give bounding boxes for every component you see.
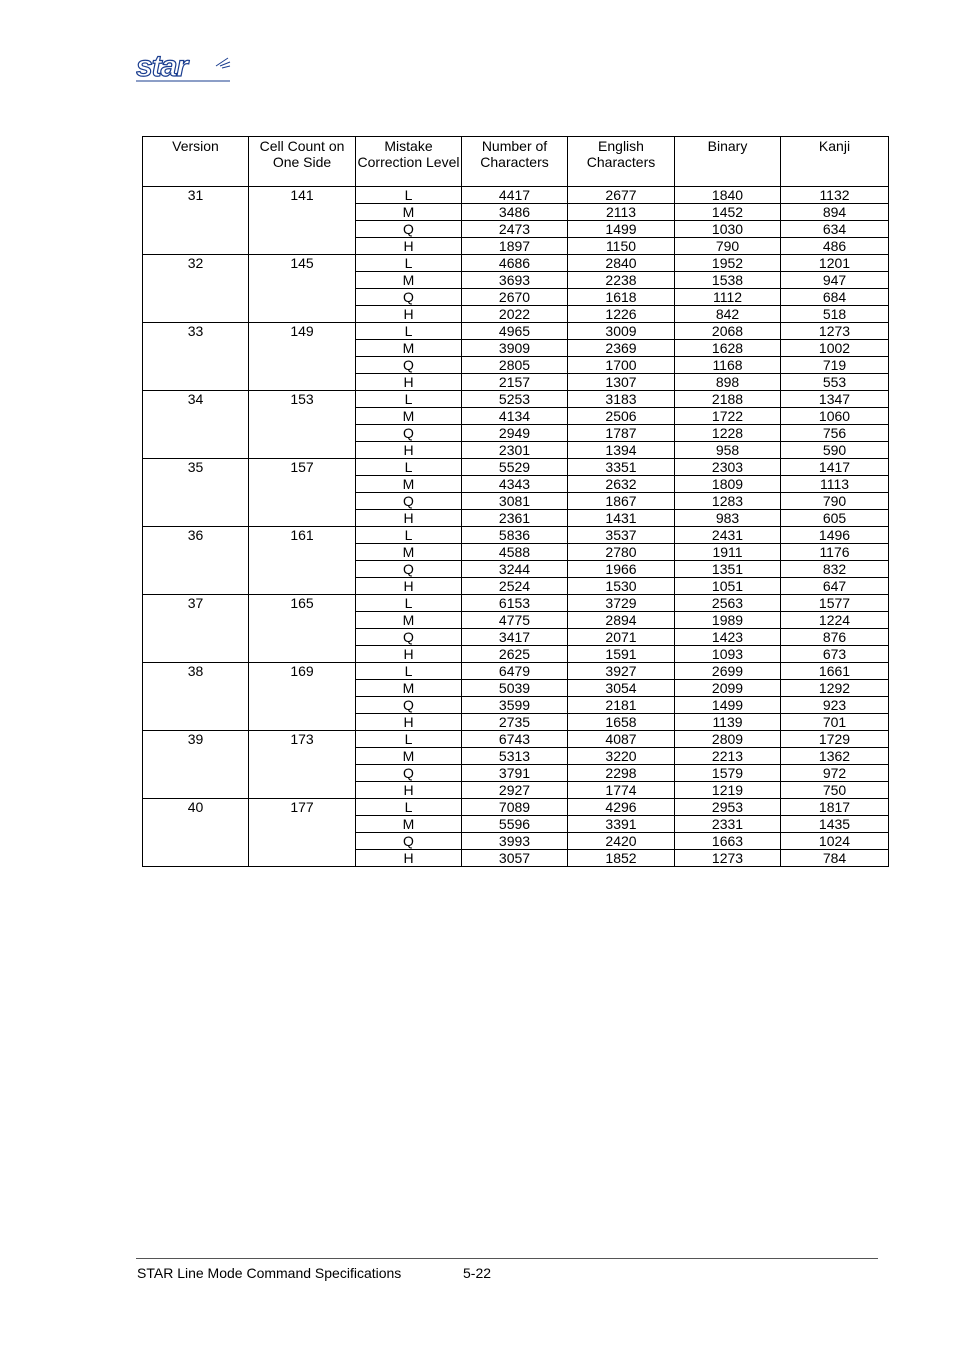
correction-level-cell: H (356, 578, 462, 595)
capacity-cell: 5253 (462, 391, 568, 408)
capacity-cell: 1435 (781, 816, 889, 833)
capacity-cell: 1423 (675, 629, 781, 646)
capacity-cell: 647 (781, 578, 889, 595)
capacity-cell: 486 (781, 238, 889, 255)
capacity-cell: 3244 (462, 561, 568, 578)
capacity-cell: 1897 (462, 238, 568, 255)
capacity-cell: 958 (675, 442, 781, 459)
correction-level-cell: M (356, 816, 462, 833)
capacity-cell: 2840 (568, 255, 675, 272)
correction-level-cell: M (356, 272, 462, 289)
capacity-cell: 1030 (675, 221, 781, 238)
capacity-cell: 1787 (568, 425, 675, 442)
capacity-cell: 1273 (781, 323, 889, 340)
correction-level-cell: H (356, 782, 462, 799)
capacity-cell: 2506 (568, 408, 675, 425)
correction-level-cell: L (356, 663, 462, 680)
correction-level-cell: M (356, 544, 462, 561)
capacity-cell: 6153 (462, 595, 568, 612)
capacity-cell: 1024 (781, 833, 889, 850)
capacity-cell: 790 (675, 238, 781, 255)
capacity-cell: 1139 (675, 714, 781, 731)
capacity-cell: 1113 (781, 476, 889, 493)
capacity-cell: 1351 (675, 561, 781, 578)
capacity-cell: 1283 (675, 493, 781, 510)
correction-level-cell: Q (356, 425, 462, 442)
footer-title: STAR Line Mode Command Specifications (137, 1265, 402, 1281)
cell-count-cell: 145 (249, 255, 356, 323)
table-row (143, 799, 889, 816)
capacity-cell: 1226 (568, 306, 675, 323)
capacity-cell: 1538 (675, 272, 781, 289)
capacity-cell: 2361 (462, 510, 568, 527)
capacity-cell: 3791 (462, 765, 568, 782)
capacity-cell: 5529 (462, 459, 568, 476)
capacity-cell: 5039 (462, 680, 568, 697)
capacity-cell: 4588 (462, 544, 568, 561)
capacity-cell: 2927 (462, 782, 568, 799)
capacity-cell: 1201 (781, 255, 889, 272)
capacity-cell: 2735 (462, 714, 568, 731)
capacity-cell: 1499 (675, 697, 781, 714)
capacity-cell: 3391 (568, 816, 675, 833)
capacity-cell: 1577 (781, 595, 889, 612)
capacity-cell: 2331 (675, 816, 781, 833)
capacity-cell: 1722 (675, 408, 781, 425)
column-header: Binary (675, 137, 781, 187)
capacity-cell: 684 (781, 289, 889, 306)
correction-level-cell: L (356, 459, 462, 476)
correction-level-cell: H (356, 374, 462, 391)
capacity-cell: 1176 (781, 544, 889, 561)
capacity-cell: 3009 (568, 323, 675, 340)
capacity-cell: 5836 (462, 527, 568, 544)
cell-count-cell: 173 (249, 731, 356, 799)
capacity-cell: 2953 (675, 799, 781, 816)
capacity-cell: 4686 (462, 255, 568, 272)
capacity-cell: 6479 (462, 663, 568, 680)
column-header: Kanji (781, 137, 889, 187)
capacity-cell: 750 (781, 782, 889, 799)
capacity-cell: 1663 (675, 833, 781, 850)
capacity-cell: 3909 (462, 340, 568, 357)
correction-level-cell: Q (356, 765, 462, 782)
table-row (143, 255, 889, 272)
capacity-cell: 4343 (462, 476, 568, 493)
capacity-cell: 1228 (675, 425, 781, 442)
table-row (143, 187, 889, 204)
capacity-cell: 3183 (568, 391, 675, 408)
column-header: Mistake Correction Level (356, 137, 462, 187)
version-cell: 38 (143, 663, 249, 731)
table-header-row (143, 137, 889, 187)
column-header: Version (143, 137, 249, 187)
capacity-cell: 2677 (568, 187, 675, 204)
page-number: 5-22 (463, 1265, 492, 1281)
capacity-cell: 3729 (568, 595, 675, 612)
capacity-cell: 6743 (462, 731, 568, 748)
capacity-cell: 1431 (568, 510, 675, 527)
capacity-cell: 2188 (675, 391, 781, 408)
capacity-cell: 3993 (462, 833, 568, 850)
capacity-cell: 2524 (462, 578, 568, 595)
capacity-cell: 923 (781, 697, 889, 714)
correction-level-cell: M (356, 476, 462, 493)
capacity-cell: 634 (781, 221, 889, 238)
capacity-cell: 4775 (462, 612, 568, 629)
capacity-cell: 605 (781, 510, 889, 527)
correction-level-cell: L (356, 595, 462, 612)
capacity-cell: 1840 (675, 187, 781, 204)
capacity-cell: 1347 (781, 391, 889, 408)
capacity-cell: 1989 (675, 612, 781, 629)
capacity-cell: 1362 (781, 748, 889, 765)
capacity-cell: 4965 (462, 323, 568, 340)
capacity-cell: 1307 (568, 374, 675, 391)
capacity-cell: 2099 (675, 680, 781, 697)
capacity-cell: 1618 (568, 289, 675, 306)
capacity-cell: 832 (781, 561, 889, 578)
capacity-cell: 784 (781, 850, 889, 867)
capacity-cell: 756 (781, 425, 889, 442)
capacity-cell: 4134 (462, 408, 568, 425)
correction-level-cell: H (356, 510, 462, 527)
column-header: English Characters (568, 137, 675, 187)
capacity-cell: 5313 (462, 748, 568, 765)
correction-level-cell: H (356, 238, 462, 255)
capacity-cell: 2113 (568, 204, 675, 221)
correction-level-cell: H (356, 714, 462, 731)
correction-level-cell: Q (356, 357, 462, 374)
star-logo-icon (136, 52, 232, 82)
capacity-cell: 3054 (568, 680, 675, 697)
capacity-cell: 4087 (568, 731, 675, 748)
capacity-cell: 972 (781, 765, 889, 782)
correction-level-cell: Q (356, 697, 462, 714)
capacity-cell: 4296 (568, 799, 675, 816)
logo-wordmark: star (136, 52, 188, 82)
capacity-cell: 1394 (568, 442, 675, 459)
correction-level-cell: Q (356, 833, 462, 850)
table-row (143, 459, 889, 476)
capacity-cell: 2420 (568, 833, 675, 850)
capacity-cell: 1658 (568, 714, 675, 731)
capacity-cell: 2181 (568, 697, 675, 714)
version-cell: 32 (143, 255, 249, 323)
correction-level-cell: Q (356, 493, 462, 510)
capacity-cell: 2949 (462, 425, 568, 442)
capacity-cell: 790 (781, 493, 889, 510)
capacity-cell: 1002 (781, 340, 889, 357)
capacity-cell: 2068 (675, 323, 781, 340)
capacity-cell: 3599 (462, 697, 568, 714)
correction-level-cell: L (356, 255, 462, 272)
correction-level-cell: L (356, 323, 462, 340)
capacity-cell: 1911 (675, 544, 781, 561)
capacity-cell: 1628 (675, 340, 781, 357)
correction-level-cell: H (356, 442, 462, 459)
capacity-cell: 2022 (462, 306, 568, 323)
capacity-cell: 2805 (462, 357, 568, 374)
capacity-cell: 842 (675, 306, 781, 323)
capacity-cell: 3220 (568, 748, 675, 765)
capacity-cell: 1051 (675, 578, 781, 595)
capacity-cell: 1852 (568, 850, 675, 867)
cell-count-cell: 149 (249, 323, 356, 391)
capacity-cell: 2809 (675, 731, 781, 748)
capacity-cell: 518 (781, 306, 889, 323)
qr-capacity-table (142, 136, 889, 867)
version-cell: 35 (143, 459, 249, 527)
correction-level-cell: L (356, 187, 462, 204)
capacity-cell: 1729 (781, 731, 889, 748)
correction-level-cell: M (356, 748, 462, 765)
capacity-cell: 1292 (781, 680, 889, 697)
capacity-cell: 5596 (462, 816, 568, 833)
capacity-cell: 2894 (568, 612, 675, 629)
cell-count-cell: 161 (249, 527, 356, 595)
capacity-cell: 1224 (781, 612, 889, 629)
capacity-cell: 590 (781, 442, 889, 459)
capacity-cell: 1168 (675, 357, 781, 374)
capacity-cell: 1661 (781, 663, 889, 680)
footer-divider (136, 1258, 878, 1259)
version-cell: 31 (143, 187, 249, 255)
capacity-cell: 1417 (781, 459, 889, 476)
correction-level-cell: Q (356, 221, 462, 238)
correction-level-cell: M (356, 204, 462, 221)
capacity-cell: 2431 (675, 527, 781, 544)
capacity-cell: 1132 (781, 187, 889, 204)
correction-level-cell: M (356, 612, 462, 629)
capacity-cell: 7089 (462, 799, 568, 816)
capacity-cell: 1530 (568, 578, 675, 595)
version-cell: 39 (143, 731, 249, 799)
capacity-cell: 1591 (568, 646, 675, 663)
table-row (143, 663, 889, 680)
version-cell: 36 (143, 527, 249, 595)
capacity-cell: 3351 (568, 459, 675, 476)
cell-count-cell: 157 (249, 459, 356, 527)
correction-level-cell: L (356, 799, 462, 816)
version-cell: 40 (143, 799, 249, 867)
capacity-cell: 876 (781, 629, 889, 646)
correction-level-cell: L (356, 731, 462, 748)
version-cell: 37 (143, 595, 249, 663)
capacity-cell: 3927 (568, 663, 675, 680)
correction-level-cell: Q (356, 289, 462, 306)
capacity-cell: 2301 (462, 442, 568, 459)
capacity-cell: 2213 (675, 748, 781, 765)
table-row (143, 595, 889, 612)
capacity-cell: 1774 (568, 782, 675, 799)
version-cell: 33 (143, 323, 249, 391)
capacity-cell: 1452 (675, 204, 781, 221)
capacity-cell: 3417 (462, 629, 568, 646)
table-body (143, 187, 889, 867)
capacity-cell: 894 (781, 204, 889, 221)
capacity-cell: 553 (781, 374, 889, 391)
capacity-cell: 2670 (462, 289, 568, 306)
column-header: Cell Count on One Side (249, 137, 356, 187)
capacity-cell: 1219 (675, 782, 781, 799)
capacity-cell: 983 (675, 510, 781, 527)
correction-level-cell: M (356, 408, 462, 425)
capacity-cell: 1273 (675, 850, 781, 867)
cell-count-cell: 169 (249, 663, 356, 731)
table-row (143, 391, 889, 408)
capacity-cell: 1700 (568, 357, 675, 374)
capacity-cell: 1060 (781, 408, 889, 425)
capacity-cell: 2632 (568, 476, 675, 493)
correction-level-cell: H (356, 306, 462, 323)
capacity-cell: 1150 (568, 238, 675, 255)
capacity-cell: 898 (675, 374, 781, 391)
capacity-cell: 1579 (675, 765, 781, 782)
capacity-cell: 2780 (568, 544, 675, 561)
table-row (143, 731, 889, 748)
capacity-cell: 3486 (462, 204, 568, 221)
capacity-cell: 1112 (675, 289, 781, 306)
cell-count-cell: 177 (249, 799, 356, 867)
table-row (143, 527, 889, 544)
capacity-cell: 2071 (568, 629, 675, 646)
capacity-cell: 1966 (568, 561, 675, 578)
cell-count-cell: 153 (249, 391, 356, 459)
capacity-cell: 2699 (675, 663, 781, 680)
correction-level-cell: H (356, 850, 462, 867)
capacity-cell: 2369 (568, 340, 675, 357)
cell-count-cell: 165 (249, 595, 356, 663)
correction-level-cell: L (356, 391, 462, 408)
capacity-cell: 673 (781, 646, 889, 663)
capacity-cell: 1496 (781, 527, 889, 544)
correction-level-cell: H (356, 646, 462, 663)
version-cell: 34 (143, 391, 249, 459)
table-row (143, 323, 889, 340)
cell-count-cell: 141 (249, 187, 356, 255)
correction-level-cell: L (356, 527, 462, 544)
capacity-cell: 1499 (568, 221, 675, 238)
capacity-cell: 2563 (675, 595, 781, 612)
capacity-cell: 2473 (462, 221, 568, 238)
capacity-cell: 3693 (462, 272, 568, 289)
capacity-cell: 3057 (462, 850, 568, 867)
capacity-cell: 701 (781, 714, 889, 731)
capacity-cell: 2238 (568, 272, 675, 289)
correction-level-cell: Q (356, 629, 462, 646)
capacity-cell: 2625 (462, 646, 568, 663)
correction-level-cell: M (356, 680, 462, 697)
correction-level-cell: Q (356, 561, 462, 578)
capacity-cell: 1817 (781, 799, 889, 816)
column-header: Number of Characters (462, 137, 568, 187)
capacity-cell: 1809 (675, 476, 781, 493)
capacity-cell: 719 (781, 357, 889, 374)
capacity-cell: 2303 (675, 459, 781, 476)
capacity-cell: 2298 (568, 765, 675, 782)
capacity-cell: 4417 (462, 187, 568, 204)
capacity-cell: 1867 (568, 493, 675, 510)
capacity-cell: 1952 (675, 255, 781, 272)
capacity-cell: 1093 (675, 646, 781, 663)
capacity-cell: 2157 (462, 374, 568, 391)
correction-level-cell: M (356, 340, 462, 357)
capacity-cell: 3081 (462, 493, 568, 510)
capacity-cell: 3537 (568, 527, 675, 544)
star-logo (136, 52, 232, 82)
capacity-cell: 947 (781, 272, 889, 289)
